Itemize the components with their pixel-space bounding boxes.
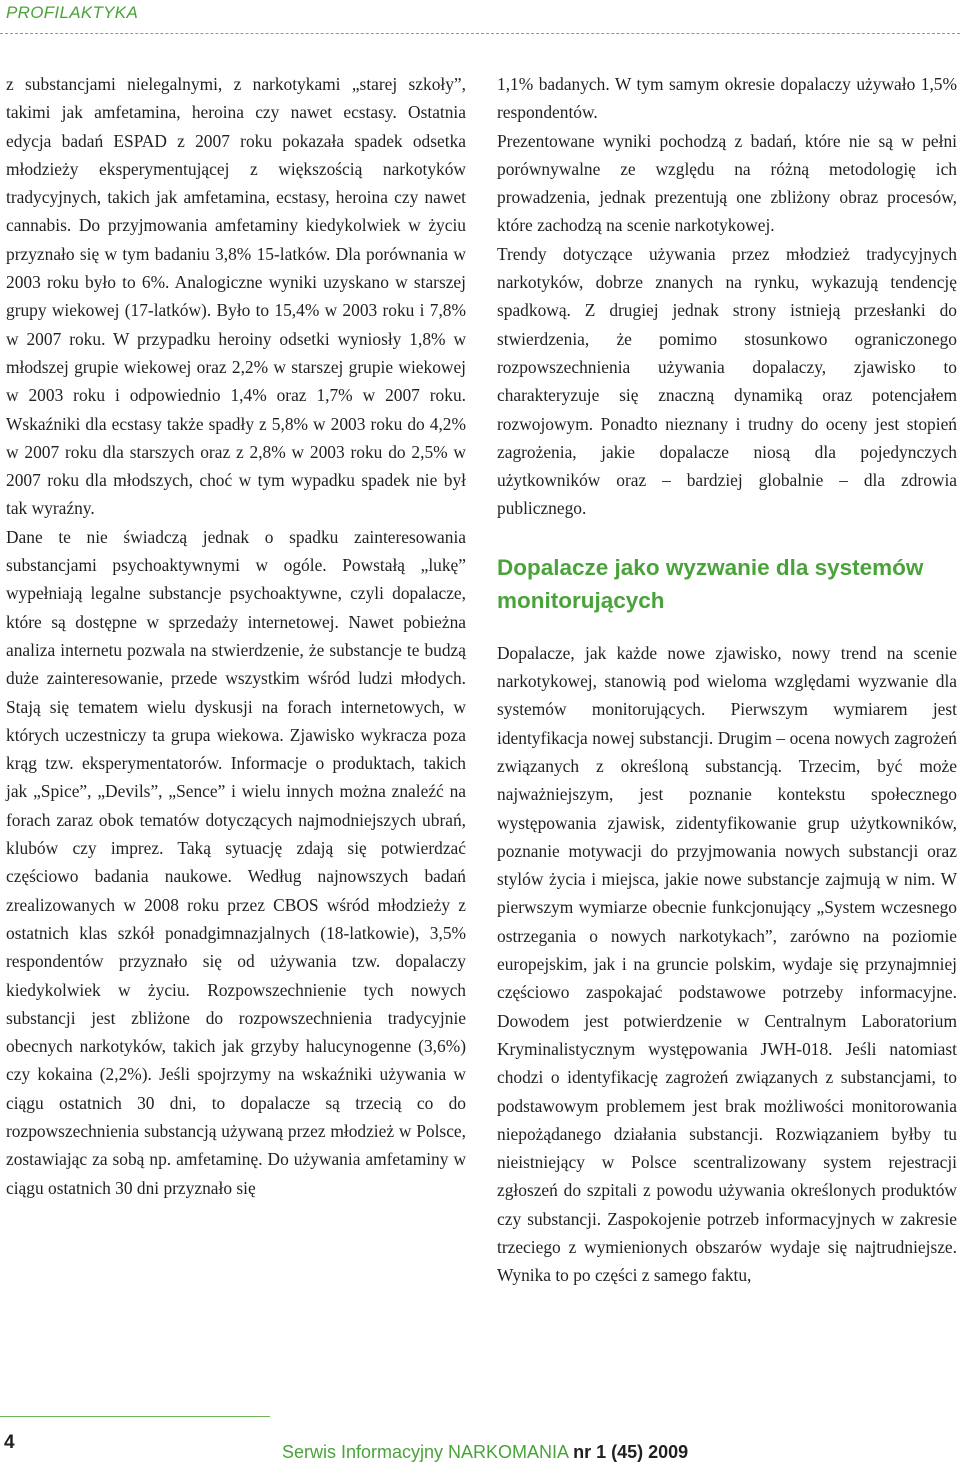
issue-number: nr 1 (45) 2009 — [573, 1442, 689, 1462]
footer-publication — [282, 1442, 688, 1463]
body-paragraph: 1,1% badanych. W tym samym okresie dopalaczy używało 1,5% respondentów. — [497, 74, 957, 123]
footer-divider — [0, 1416, 270, 1417]
body-paragraph: Dane te nie świadczą jednak o spadku zainteresowania substancjami psychoaktywnymi w ogóle. Powstałą „lukę” wypełniają legalne substancje psychoaktywne, czyli dopalacze, które są dostępne w sprzedaży internetowej. Nawet pobieżna analiza internetu pozwala na stwierdzenie, że substancje te budzą duże zainteresowanie, przede wszystkim wśród ludzi młodych. Stają się tematem wielu dyskusji na forach internetowych, w których uczestniczy ta grupa wiekowa. Zjawisko wykracza poza krąg tzw. eksperymentatorów. Informacje o produktach, takich jak „Spice”, „Devils”, „Sence” i wielu innych można znaleźć na forach zaraz obok tematów dotyczących najmodniejszych ubrań, klubów czy imprez. Taką sytuację zdają się potwierdzać częściowo badania naukowe. Według najnowszych badań zrealizowanych w 2008 roku przez CBOS wśród młodzieży z ostatnich klas szkół ponadgimnazjalnych (18-latkowie), 3,5% respondentów przyznało się od używania tzw. dopalaczy kiedykolwiek w życiu. Rozpowszechnienie tych nowych substancji jest zbliżone do rozpowszechnienia tradycyjnie obecnych narkotyków, takich jak grzyby halucynogenne (3,6%) czy kokaina (2,2%). Jeśli spojrzymy na wskaźniki używania w ciągu ostatnich 30 dni, to dopalacze są trzecią co do rozpowszechnienia substancją używaną przez młodzież w Polsce, zostawiając za sobą np. amfetaminę. Do używania amfetaminy w ciągu ostatnich 30 dni przyznało się — [6, 526, 466, 1198]
section-heading: Dopalacze jako wyzwanie dla systemów monitorujących — [497, 554, 924, 613]
body-paragraph: Trendy dotyczące używania przez młodzież tradycyjnych narkotyków, dobrze znanych na rynku, wykazują tendencję spadkową. Z drugiej jednak strony istnieją przesłanki do stwierdzenia, że pomimo stosunkowo ograniczonego rozpowszechnienia używania dopalaczy, zjawisko to charakteryzuje się znaczną dynamiką oraz potencjałem rozwojowym. Ponadto nieznany i trudny do oceny jest stopień zagrożenia, jakie dopalacze niosą dla pojedynczych użytkowników oraz – bardziej globalnie – dla zdrowia publicznego. — [497, 243, 957, 519]
page-number: 4 — [4, 1432, 15, 1453]
body-paragraph: Prezentowane wyniki pochodzą z badań, które nie są w pełni porównywalne ze względu na różną metodologię ich prowadzenia, jednak prezentują one zbliżony obraz procesów, które zachodzą na scenie narkotykowej. — [497, 130, 957, 236]
left-column — [6, 70, 466, 1202]
right-column — [497, 70, 957, 1290]
section-label: PROFILAKTYKA — [6, 3, 139, 22]
header-divider — [0, 33, 960, 34]
body-paragraph: Dopalacze, jak każde nowe zjawisko, nowy trend na scenie narkotykowej, stanowią pod wieloma względami wyzwanie dla systemów monitorujących. Pierwszym wymiarem jest identyfikacja nowej substancji. Drugim – ocena nowych zagrożeń związanych z określoną substancją. Trzecim, być może najważniejszym, jest poznanie kontekstu społecznego występowania zjawisk, zidentyfikowanie grup użytkowników, poznanie motywacji do przyjmowania nowych substancji oraz stylów życia i miejsca, jakie nowe substancje zajmują w nim. W pierwszym wymiarze obecnie funkcjonujący „System wczesnego ostrzegania o nowych narkotykach”, zarówno na poziomie europejskim, jak i na gruncie polskim, wydaje się przynajmniej częściowo zaspokajać podstawowe potrzeby informacyjne. Dowodem jest potwierdzenie w Centralnym Laboratorium Kryminalistycznym występowania JWH-018. Jeśli natomiast chodzi o identyfikację zagrożeń związanych z substancjami, to podstawowym problemem jest brak możliwości monitorowania niepożądanego działania substancji. Rozwiązaniem byłby tu nieistniejący w Polsce scentralizowany system rejestracji zgłoszeń do szpitali z powodu używania określonych produktów czy substancji. Zaspokojenie potrzeb informacyjnych w zakresie trzeciego z wymienionych obszarów wydaje się najtrudniejsze. Wynika to po części z samego faktu, — [497, 642, 957, 1286]
section-spacer — [497, 523, 957, 551]
body-paragraph: z substancjami nielegalnymi, z narkotykami „starej szkoły”, takimi jak amfetamina, heroina czy nawet ecstasy. Ostatnia edycja badań ESPAD z 2007 roku pokazała spadek odsetka młodzieży eksperymentującej z większością narkotyków tradycyjnych, takich jak amfetamina, ecstasy, heroina czy nawet cannabis. Do przyjmowania amfetaminy kiedykolwiek w życiu przyznało się w tym badaniu 3,8% 15-latków. Dla porównania w 2003 roku było to 6%. Analogiczne wyniki uzyskano w starszej grupy wiekowej (17-latków). Było to 15,4% w 2003 roku i 7,8% w 2007 roku. W przypadku heroiny odsetki wyniosły 1,8% w młodszej grupie wiekowej oraz 2,2% w starszej grupie wiekowej w 2003 roku i odpowiednio 1,4% oraz 1,7% w 2007 roku. Wskaźniki dla ecstasy także spadły z 5,8% w 2003 roku do 4,2% w 2007 roku dla starszych oraz z 2,8% w 2003 roku do 2,5% w 2007 roku dla młodszych, choć w tym wypadku spadek nie był tak wyraźny. — [6, 74, 466, 519]
publication-name: Serwis Informacyjny NARKOMANIA — [282, 1442, 569, 1462]
